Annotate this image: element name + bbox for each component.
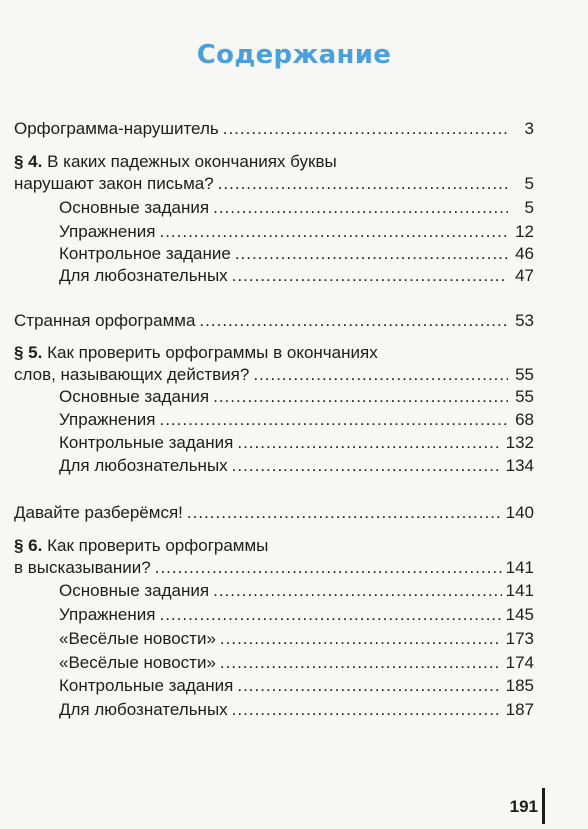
toc-section-heading[interactable] xyxy=(14,342,378,363)
toc-entry-title: Основные задания xyxy=(59,581,210,600)
toc-entry-page: 3 xyxy=(524,119,534,138)
toc-entry-title: Основные задания xyxy=(59,198,210,217)
toc-entry[interactable] xyxy=(59,628,534,649)
leader-dots xyxy=(232,699,502,720)
toc-entry[interactable] xyxy=(14,118,534,139)
toc-entry-page: 187 xyxy=(505,700,534,719)
toc-entry-title: Упражнения xyxy=(59,222,156,241)
toc-entry[interactable] xyxy=(14,310,534,331)
leader-dots xyxy=(187,502,502,523)
leader-dots xyxy=(237,675,501,696)
toc-entry[interactable] xyxy=(59,455,534,476)
toc-entry[interactable] xyxy=(59,197,534,218)
page-number-rule xyxy=(542,788,545,824)
toc-entry-title: Для любознательных xyxy=(59,266,228,285)
toc-entry[interactable] xyxy=(59,409,534,430)
section-number: § 5. xyxy=(14,343,43,362)
toc-entry-title: «Весёлые новости» xyxy=(59,653,216,672)
toc-entry-title: Основные задания xyxy=(59,387,210,406)
section-title-line2: слов, называющих действия? xyxy=(14,365,250,384)
toc-entry[interactable] xyxy=(59,652,534,673)
toc-entry-page: 55 xyxy=(515,365,534,384)
leader-dots xyxy=(199,310,508,331)
toc-entry-title: Контрольное задание xyxy=(59,244,231,263)
leader-dots xyxy=(223,118,508,139)
toc-entry-page: 12 xyxy=(515,222,534,241)
toc-entry-page: 145 xyxy=(505,605,534,624)
toc-entry[interactable] xyxy=(59,432,534,453)
toc-entry-page: 5 xyxy=(524,174,534,193)
leader-dots xyxy=(159,409,508,430)
toc-entry[interactable] xyxy=(14,502,534,523)
leader-dots xyxy=(235,243,508,264)
leader-dots xyxy=(220,652,502,673)
section-title-line1: Как проверить орфограммы в окончаниях xyxy=(47,343,378,362)
toc-entry-page: 5 xyxy=(524,198,534,217)
toc-entry-page: 134 xyxy=(505,456,534,475)
section-title-line1: Как проверить орфограммы xyxy=(47,536,269,555)
leader-dots xyxy=(159,604,501,625)
leader-dots xyxy=(218,173,508,194)
page-number: 191 xyxy=(509,797,538,816)
toc-entry-title: Контрольные задания xyxy=(59,433,234,452)
leader-dots xyxy=(155,557,502,578)
toc-entry-title: Контрольные задания xyxy=(59,676,234,695)
section-number: § 4. xyxy=(14,152,43,171)
toc-section-heading[interactable] xyxy=(14,535,268,556)
toc-entry[interactable] xyxy=(59,243,534,264)
toc-entry-page: 132 xyxy=(505,433,534,452)
toc-entry-page: 185 xyxy=(505,676,534,695)
toc-entry-title: Упражнения xyxy=(59,605,156,624)
toc-entry[interactable] xyxy=(59,699,534,720)
toc-entry-page: 141 xyxy=(505,558,534,577)
toc-entry-page: 55 xyxy=(515,387,534,406)
leader-dots xyxy=(213,580,502,601)
toc-entry[interactable] xyxy=(14,173,534,194)
toc-entry[interactable] xyxy=(59,580,534,601)
toc-entry-page: 174 xyxy=(505,653,534,672)
toc-section-heading[interactable] xyxy=(14,151,337,172)
section-title-line1: В каких падежных окончаниях буквы xyxy=(47,152,337,171)
toc-entry[interactable] xyxy=(14,364,534,385)
toc-entry[interactable] xyxy=(59,221,534,242)
toc-entry-title: Орфограмма-нарушитель xyxy=(14,119,219,138)
toc-entry-page: 173 xyxy=(505,629,534,648)
leader-dots xyxy=(232,265,508,286)
toc-entry-page: 140 xyxy=(505,503,534,522)
toc-entry[interactable] xyxy=(59,604,534,625)
leader-dots xyxy=(237,432,501,453)
toc-entry[interactable] xyxy=(59,386,534,407)
toc-entry-page: 141 xyxy=(505,581,534,600)
toc-entry[interactable] xyxy=(14,557,534,578)
toc-entry-page: 68 xyxy=(515,410,534,429)
leader-dots xyxy=(253,364,508,385)
toc-entry-title: Упражнения xyxy=(59,410,156,429)
section-number: § 6. xyxy=(14,536,43,555)
leader-dots xyxy=(220,628,502,649)
toc-entry-page: 53 xyxy=(515,311,534,330)
toc-entry-title: Для любознательных xyxy=(59,700,228,719)
leader-dots xyxy=(232,455,502,476)
toc-entry-title: «Весёлые новости» xyxy=(59,629,216,648)
toc-entry-title: Для любознательных xyxy=(59,456,228,475)
toc-entry-page: 46 xyxy=(515,244,534,263)
toc-entry[interactable] xyxy=(59,265,534,286)
toc-entry-title: Странная орфограмма xyxy=(14,311,196,330)
section-title-line2: нарушают закон письма? xyxy=(14,174,214,193)
toc-entry-page: 47 xyxy=(515,266,534,285)
toc-entry[interactable] xyxy=(59,675,534,696)
section-title-line2: в высказывании? xyxy=(14,558,151,577)
leader-dots xyxy=(159,221,508,242)
toc-entry-title: Давайте разберёмся! xyxy=(14,503,183,522)
leader-dots xyxy=(213,197,508,218)
page-title: Содержание xyxy=(196,40,392,70)
leader-dots xyxy=(213,386,508,407)
